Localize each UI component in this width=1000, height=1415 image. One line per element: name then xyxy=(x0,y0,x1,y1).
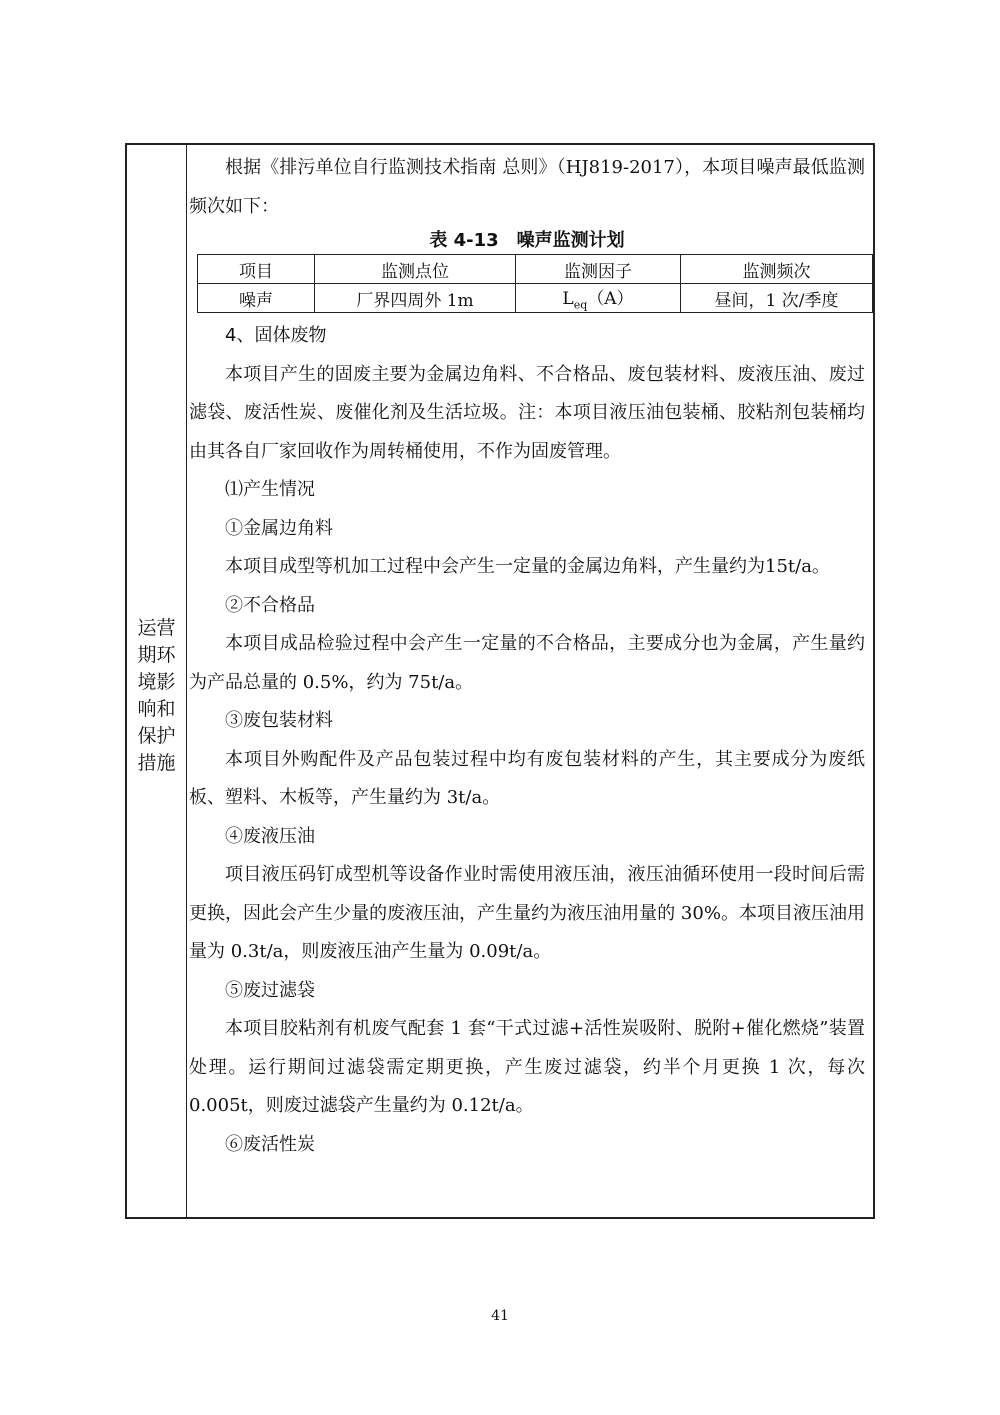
page-number: 41 xyxy=(491,1308,509,1324)
summary-paragraph: 本项目产生的固废主要为金属边角料、不合格品、废包装材料、废液压油、废过滤袋、废活性炭、废催化剂及生活垃圾。注：本项目液压油包装桶、胶粘剂包装桶均由其各自厂家回收作为周转桶使用，不作为固废管理。 xyxy=(189,363,865,462)
factor-sub: eq xyxy=(573,298,588,312)
item-title: ⑥废活性炭 xyxy=(225,1133,315,1155)
noise-monitoring-table xyxy=(197,254,873,313)
item-text: 项目液压码钉成型机等设备作业时需使用液压油，液压油循环使用一段时间后需更换，因此会产生少量的废液压油，产生量约为液压油用量的 30%。本项目液压油用量为 0.3t/a，则废液压油产生量为 0.09t/a。 xyxy=(189,864,865,962)
item-text: 本项目外购配件及产品包装过程中均有废包装材料的产生，其主要成分为废纸板、塑料、木板等，产生量约为 3t/a。 xyxy=(189,748,865,808)
header-location: 监测点位 xyxy=(315,255,516,284)
item-title: ③废包装材料 xyxy=(225,710,333,731)
factor-tail: （A） xyxy=(587,289,634,310)
header-item: 项目 xyxy=(198,255,315,284)
section-title: 4、固体废物 xyxy=(225,325,327,346)
factor-main: L xyxy=(562,289,574,310)
item-text: 本项目胶粘剂有机废气配套 1 套“干式过滤+活性炭吸附、脱附+催化燃烧”装置处理。运行期间过滤袋需定期更换，产生废过滤袋，约半个月更换 1 次，每次 0.005t，则废过滤袋产生量约为 0.12t/a。 xyxy=(189,1018,865,1116)
intro-paragraph: 根据《排污单位自行监测技术指南 总则》（HJ819-2017），本项目噪声最低监测频次如下： xyxy=(189,157,865,217)
item-title: ②不合格品 xyxy=(225,594,315,616)
cell-frequency: 昼间，1 次/季度 xyxy=(681,284,873,313)
item-title: ⑤废过滤袋 xyxy=(225,979,315,1001)
cell-location: 厂界四周外 1m xyxy=(315,284,516,313)
side-label-column xyxy=(127,145,187,1217)
body-content xyxy=(189,145,865,1217)
item-title: ④废液压油 xyxy=(225,825,315,847)
subsection-title: ⑴产生情况 xyxy=(225,479,315,500)
cell-item: 噪声 xyxy=(198,284,315,313)
table-header-row xyxy=(198,255,873,284)
item-text: 本项目成型等机加工过程中会产生一定量的金属边角料，产生量约为15t/a。 xyxy=(225,556,830,577)
header-frequency: 监测频次 xyxy=(681,255,873,284)
table-caption: 表 4-13 噪声监测计划 xyxy=(429,230,625,251)
cell-factor xyxy=(516,284,681,313)
item-text: 本项目成品检验过程中会产生一定量的不合格品，主要成分也为金属，产生量约为产品总量的 0.5%，约为 75t/a。 xyxy=(189,633,865,693)
header-factor: 监测因子 xyxy=(516,255,681,284)
table-row xyxy=(198,284,873,313)
side-label: 运营期环境影响和保护措施 xyxy=(137,617,176,774)
item-title: ①金属边角料 xyxy=(225,517,333,539)
content-frame xyxy=(125,143,875,1219)
